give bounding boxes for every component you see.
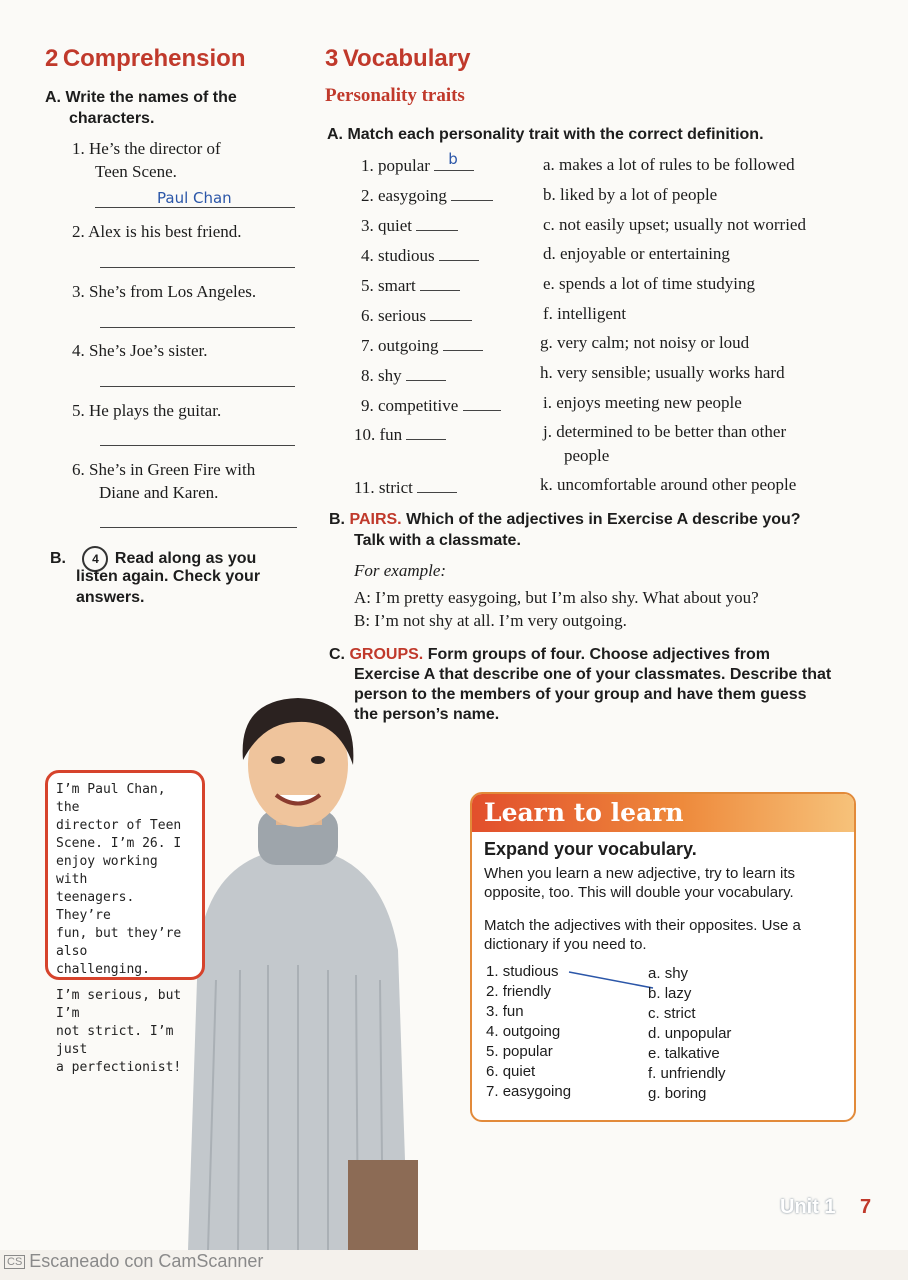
- section-number: 2: [45, 45, 59, 72]
- paragraph-text: Match the adjectives with their opposites. Use a: [484, 917, 801, 934]
- definition-item: [543, 422, 786, 442]
- trait-word: smart: [378, 276, 416, 295]
- bubble-text: Scene. I’m 26. I: [56, 836, 182, 851]
- handwritten-answer: b: [448, 150, 458, 168]
- item-text: He plays the guitar.: [89, 401, 222, 420]
- answer-line[interactable]: [100, 527, 297, 528]
- question-item: [72, 401, 221, 421]
- exercise-c-instruction: [329, 646, 770, 664]
- adjective-list-right: [648, 964, 731, 1104]
- list-item: [486, 982, 571, 1002]
- list-item: [648, 1004, 731, 1024]
- item-word: strict: [663, 1005, 696, 1022]
- item-text-cont: Teen Scene.: [95, 162, 177, 181]
- item-number: 3.: [361, 216, 374, 235]
- instruction-text: Write the names of the: [65, 89, 237, 106]
- definition-text: determined to be better than other: [556, 422, 787, 441]
- item-letter: b.: [648, 985, 661, 1002]
- item-word: friendly: [502, 983, 552, 1000]
- definition-letter: j.: [543, 422, 552, 441]
- answer-line[interactable]: [100, 327, 295, 328]
- item-number: 10.: [354, 425, 376, 444]
- item-number: 5.: [72, 401, 85, 420]
- trait-word: serious: [378, 306, 427, 325]
- answer-blank[interactable]: [430, 306, 472, 321]
- instruction-text-cont: listen again. Check your: [76, 568, 261, 585]
- instruction-text: Form groups of four. Choose adjectives from: [427, 646, 770, 663]
- definition-letter: a.: [543, 155, 555, 174]
- answer-blank[interactable]: [420, 276, 460, 291]
- list-item: [648, 1084, 731, 1104]
- definition-item: [543, 155, 795, 175]
- item-word: outgoing: [502, 1023, 561, 1040]
- bubble-text: fun, but they’re also: [56, 926, 182, 959]
- item-word: unfriendly: [660, 1065, 726, 1082]
- definition-text: uncomfortable around other people: [557, 475, 797, 494]
- box-header: [472, 794, 854, 832]
- list-item: [648, 1044, 731, 1064]
- definition-item: [543, 304, 626, 324]
- list-item: [648, 1064, 731, 1084]
- answer-blank[interactable]: [416, 216, 458, 231]
- trait-word: competitive: [378, 396, 459, 415]
- question-item: [72, 139, 221, 159]
- trait-item: [361, 216, 458, 236]
- item-text: Alex is his best friend.: [88, 222, 242, 241]
- dialogue-text: I’m pretty easygoing, but I’m also shy. What about you?: [375, 588, 759, 607]
- scanner-text: Escaneado con CamScanner: [29, 1251, 264, 1271]
- trait-item: [361, 336, 483, 356]
- bubble-text: I’m serious, but I’m: [56, 988, 182, 1021]
- scanner-watermark: [4, 1251, 263, 1272]
- item-letter: c.: [648, 1005, 660, 1022]
- list-item: [486, 1082, 571, 1102]
- definition-text-cont: people: [564, 446, 610, 465]
- exercise-b-instruction: [329, 511, 801, 529]
- paul-chan-photo: [168, 690, 418, 1250]
- item-number: 5.: [361, 276, 374, 295]
- definition-letter: c.: [543, 215, 555, 234]
- instruction-text-cont: Exercise A that describe one of your classmates. Describe that: [354, 666, 832, 683]
- answer-line[interactable]: [100, 267, 295, 268]
- definition-letter: f.: [543, 304, 553, 323]
- answer-line[interactable]: [100, 386, 295, 387]
- list-item: [486, 1042, 571, 1062]
- item-number: 6.: [486, 1063, 499, 1080]
- definition-item: [540, 363, 785, 383]
- camscanner-logo-icon: CS: [4, 1255, 25, 1269]
- definition-item: [540, 333, 749, 353]
- trait-word: fun: [379, 425, 403, 444]
- question-item: [72, 341, 208, 361]
- instruction-text-cont: person to the members of your group and have them guess: [354, 686, 807, 703]
- example-label: For example:: [354, 561, 447, 580]
- item-number: 5.: [486, 1043, 499, 1060]
- item-word: talkative: [664, 1045, 720, 1062]
- list-item: [486, 962, 571, 982]
- bubble-text: a perfectionist!: [56, 1060, 182, 1075]
- definition-letter: g.: [540, 333, 553, 352]
- definition-item: [543, 215, 806, 235]
- item-text-cont: Diane and Karen.: [99, 483, 219, 502]
- item-number: 6.: [72, 460, 85, 479]
- answer-blank[interactable]: [463, 396, 501, 411]
- definition-text: very sensible; usually works hard: [557, 363, 785, 382]
- answer-blank[interactable]: [417, 478, 457, 493]
- trait-item: [354, 478, 457, 498]
- trait-item: [361, 150, 474, 176]
- activity-label: PAIRS.: [349, 511, 402, 528]
- paragraph-text: opposite, too. This will double your vocabulary.: [484, 884, 794, 901]
- item-text: He’s the director of: [89, 139, 221, 158]
- definition-letter: b.: [543, 185, 556, 204]
- trait-item: [354, 425, 446, 445]
- definition-item: [543, 393, 742, 413]
- box-subtitle: Expand your vocabulary.: [484, 839, 697, 859]
- question-item: [72, 282, 256, 302]
- item-letter: d.: [648, 1025, 661, 1042]
- item-letter: g.: [648, 1085, 661, 1102]
- definition-letter: i.: [543, 393, 552, 412]
- answer-line[interactable]: [95, 207, 295, 208]
- item-word: popular: [502, 1043, 553, 1060]
- trait-item: [361, 246, 479, 266]
- item-text: She’s in Green Fire with: [89, 460, 256, 479]
- exercise-letter: A.: [327, 126, 343, 143]
- trait-word: strict: [378, 478, 413, 497]
- unit-label: Unit 1: [780, 1196, 836, 1218]
- definition-item: [540, 475, 796, 495]
- list-item: [648, 984, 731, 1004]
- instruction-text: Read along as you: [114, 550, 257, 567]
- item-number: 1.: [361, 156, 374, 175]
- answer-blank[interactable]: [434, 150, 474, 171]
- item-number: 6.: [361, 306, 374, 325]
- item-word: unpopular: [664, 1025, 732, 1042]
- item-number: 8.: [361, 366, 374, 385]
- item-number: 7.: [486, 1083, 499, 1100]
- paragraph-text: dictionary if you need to.: [484, 936, 647, 953]
- answer-blank[interactable]: [406, 425, 446, 440]
- speaker-label: A:: [354, 588, 371, 607]
- section-title: Vocabulary: [342, 45, 471, 72]
- list-item: [486, 1002, 571, 1022]
- bubble-text: I’m Paul Chan, the: [56, 782, 166, 815]
- box-paragraph: [484, 864, 844, 902]
- dialogue-line: [354, 588, 759, 608]
- definition-text: makes a lot of rules to be followed: [559, 155, 795, 174]
- bubble-text: not strict. I’m just: [56, 1024, 174, 1057]
- instruction-text: Match each personality trait with the correct definition.: [347, 126, 764, 143]
- box-paragraph: [484, 916, 844, 954]
- answer-blank[interactable]: [406, 366, 446, 381]
- bubble-text: director of Teen: [56, 818, 182, 833]
- item-number: 4.: [361, 246, 374, 265]
- dialogue-line: [354, 611, 627, 631]
- answer-blank[interactable]: [439, 246, 479, 261]
- item-letter: e.: [648, 1045, 661, 1062]
- item-letter: f.: [648, 1065, 657, 1082]
- definition-item: [543, 185, 717, 205]
- answer-line[interactable]: [100, 445, 295, 446]
- item-number: 9.: [361, 396, 374, 415]
- trait-word: easygoing: [378, 186, 447, 205]
- trait-word: studious: [378, 246, 435, 265]
- paragraph-text: When you learn a new adjective, try to learn its: [484, 865, 795, 882]
- answer-blank[interactable]: [443, 336, 483, 351]
- definition-text: enjoyable or entertaining: [560, 244, 730, 263]
- item-word: lazy: [664, 985, 692, 1002]
- item-word: easygoing: [502, 1083, 572, 1100]
- definition-letter: k.: [540, 475, 553, 494]
- instruction-text-cont: the person’s name.: [354, 706, 500, 723]
- trait-item: [361, 306, 472, 326]
- definition-letter: e.: [543, 274, 555, 293]
- item-letter: a.: [648, 965, 661, 982]
- exercise-a-instruction: [327, 126, 764, 144]
- question-item: [72, 222, 242, 242]
- dialogue-text: I’m not shy at all. I’m very outgoing.: [374, 611, 627, 630]
- item-number: 1.: [72, 139, 85, 158]
- instruction-text-cont: characters.: [69, 110, 155, 127]
- vocabulary-heading: [325, 45, 470, 73]
- bubble-text: challenging.: [56, 962, 150, 977]
- exercise-letter: B.: [329, 511, 345, 528]
- box-title: Learn to learn: [484, 798, 684, 827]
- exercise-letter: B.: [50, 550, 66, 567]
- section-title: Comprehension: [62, 45, 246, 72]
- exercise-a-instruction: [45, 89, 237, 107]
- definition-text: very calm; not noisy or loud: [557, 333, 750, 352]
- instruction-text-cont: Talk with a classmate.: [354, 532, 521, 549]
- item-word: boring: [664, 1085, 707, 1102]
- item-number: 4.: [72, 341, 85, 360]
- list-item: [648, 964, 731, 984]
- trait-word: quiet: [378, 216, 412, 235]
- definition-item: [543, 244, 730, 264]
- item-number: 3.: [486, 1003, 499, 1020]
- speaker-label: B:: [354, 611, 371, 630]
- trait-word: popular: [378, 156, 430, 175]
- definition-item: [543, 274, 755, 294]
- definition-text: not easily upset; usually not worried: [559, 215, 806, 234]
- trait-item: [361, 366, 446, 386]
- exercise-letter: C.: [329, 646, 345, 663]
- definition-letter: h.: [540, 363, 553, 382]
- page-number: 7: [860, 1196, 872, 1218]
- adjective-list-left: [486, 962, 571, 1102]
- definition-text: spends a lot of time studying: [559, 274, 756, 293]
- handwritten-match-line: [567, 966, 657, 996]
- learn-to-learn-box: [470, 792, 856, 1122]
- trait-word: shy: [378, 366, 402, 385]
- item-word: fun: [502, 1003, 524, 1020]
- section-subtitle: Personality traits: [325, 85, 465, 106]
- activity-label: GROUPS.: [349, 646, 424, 663]
- item-number: 11.: [354, 478, 375, 497]
- item-number: 4.: [486, 1023, 499, 1040]
- speech-bubble: [45, 770, 205, 1075]
- section-number: 3: [325, 45, 339, 72]
- instruction-text: Which of the adjectives in Exercise A describe you?: [406, 511, 801, 528]
- item-number: 1.: [486, 963, 499, 980]
- exercise-letter: A.: [45, 89, 61, 106]
- item-number: 3.: [72, 282, 85, 301]
- definition-letter: d.: [543, 244, 556, 263]
- item-number: 2.: [486, 983, 499, 1000]
- answer-blank[interactable]: [451, 186, 493, 201]
- item-number: 7.: [361, 336, 374, 355]
- definition-text: liked by a lot of people: [560, 185, 718, 204]
- question-item: [72, 460, 255, 480]
- handwritten-answer: Paul Chan: [157, 189, 232, 207]
- item-word: shy: [664, 965, 689, 982]
- trait-item: [361, 186, 493, 206]
- list-item: [648, 1024, 731, 1044]
- definition-text: enjoys meeting new people: [556, 393, 742, 412]
- bubble-text: teenagers. They’re: [56, 890, 135, 923]
- item-number: 2.: [72, 222, 85, 241]
- audio-track-icon[interactable]: 4: [82, 546, 108, 572]
- item-word: quiet: [502, 1063, 536, 1080]
- definition-text: intelligent: [557, 304, 627, 323]
- list-item: [486, 1022, 571, 1042]
- comprehension-heading: [45, 45, 246, 73]
- trait-word: outgoing: [378, 336, 439, 355]
- trait-item: [361, 276, 460, 296]
- item-text: She’s from Los Angeles.: [89, 282, 257, 301]
- list-item: [486, 1062, 571, 1082]
- item-text: She’s Joe’s sister.: [89, 341, 208, 360]
- item-word: studious: [502, 963, 559, 980]
- bubble-text: enjoy working with: [56, 854, 158, 887]
- item-number: 2.: [361, 186, 374, 205]
- trait-item: [361, 396, 501, 416]
- instruction-text-cont: answers.: [76, 589, 145, 606]
